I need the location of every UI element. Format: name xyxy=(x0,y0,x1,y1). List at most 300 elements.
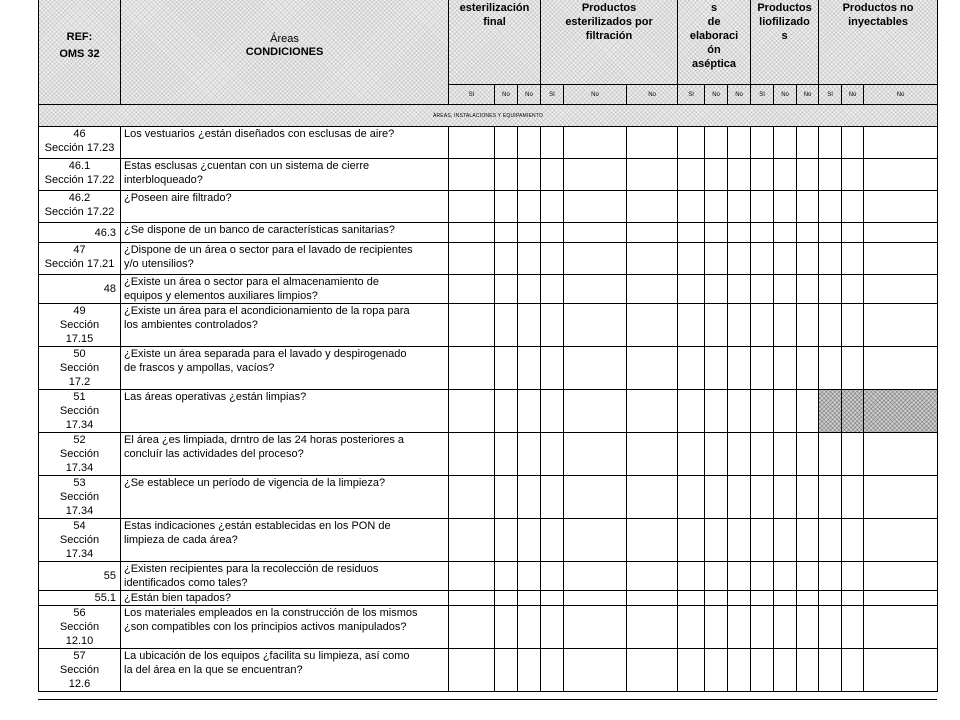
answer-cell[interactable] xyxy=(541,347,564,390)
answer-cell[interactable] xyxy=(797,433,819,476)
answer-cell[interactable] xyxy=(564,304,627,347)
reference-line: Sección xyxy=(59,362,100,374)
answer-cell[interactable] xyxy=(564,390,627,433)
question-line: Estas esclusas ¿cuentan con un sistema de cierre xyxy=(124,160,370,172)
answer-cell[interactable] xyxy=(518,127,541,159)
question-line: ¿son compatibles con los principios activos manipulados? xyxy=(124,621,407,633)
table-row xyxy=(39,275,938,304)
answer-cell[interactable] xyxy=(627,275,678,304)
conditions-label: CONDICIONES xyxy=(245,45,324,58)
answer-cell[interactable] xyxy=(751,191,774,223)
answer-cell[interactable] xyxy=(774,304,797,347)
answer-cell[interactable] xyxy=(449,127,495,159)
answer-cell[interactable] xyxy=(564,159,627,191)
answer-cell[interactable] xyxy=(541,127,564,159)
answer-cell[interactable] xyxy=(541,304,564,347)
answer-cell[interactable] xyxy=(728,223,751,243)
answer-cell[interactable] xyxy=(705,159,728,191)
question-line: ¿Poseen aire filtrado? xyxy=(124,192,232,204)
answer-cell[interactable] xyxy=(751,159,774,191)
answer-cell[interactable] xyxy=(449,223,495,243)
row-reference xyxy=(39,223,121,243)
answer-cell[interactable] xyxy=(449,476,495,519)
answer-cell[interactable] xyxy=(819,649,842,692)
answer-cell[interactable] xyxy=(541,275,564,304)
answer-cell[interactable] xyxy=(627,347,678,390)
answer-cell[interactable] xyxy=(797,649,819,692)
answer-cell[interactable] xyxy=(819,519,842,562)
table-row xyxy=(39,649,938,692)
answer-cell[interactable] xyxy=(842,159,864,191)
answer-cell[interactable] xyxy=(705,649,728,692)
answer-cell[interactable] xyxy=(751,433,774,476)
section-title: ÁREAS, INSTALACIONES Y EQUIPAMIENTO xyxy=(39,105,938,127)
row-question xyxy=(121,127,449,159)
answer-cell[interactable] xyxy=(495,243,518,275)
row-reference xyxy=(39,390,121,433)
answer-cell[interactable] xyxy=(728,159,751,191)
answer-cell[interactable] xyxy=(678,304,705,347)
answer-cell[interactable] xyxy=(678,275,705,304)
answer-cell[interactable] xyxy=(678,347,705,390)
answer-cell[interactable] xyxy=(449,347,495,390)
answer-cell[interactable] xyxy=(627,243,678,275)
option-label: No xyxy=(705,85,728,105)
answer-cell[interactable] xyxy=(728,347,751,390)
answer-cell[interactable] xyxy=(678,390,705,433)
answer-cell[interactable] xyxy=(564,606,627,649)
answer-cell[interactable] xyxy=(797,476,819,519)
question-line: ¿Existen recipientes para la recolección de residuos xyxy=(124,563,379,575)
answer-cell[interactable] xyxy=(705,347,728,390)
reference-line: Sección 17.22 xyxy=(44,206,115,218)
areas-header xyxy=(121,0,449,105)
question-line: Los vestuarios ¿están diseñados con esclusas de aire? xyxy=(124,128,395,140)
answer-cell[interactable] xyxy=(449,304,495,347)
answer-cell[interactable] xyxy=(797,591,819,606)
answer-cell[interactable] xyxy=(627,433,678,476)
answer-cell[interactable] xyxy=(495,433,518,476)
answer-cell[interactable] xyxy=(678,562,705,591)
answer-cell[interactable] xyxy=(518,606,541,649)
answer-cell[interactable] xyxy=(705,223,728,243)
answer-cell[interactable] xyxy=(728,591,751,606)
answer-cell[interactable] xyxy=(864,390,938,433)
answer-cell[interactable] xyxy=(728,191,751,223)
answer-cell[interactable] xyxy=(819,223,842,243)
answer-cell[interactable] xyxy=(842,243,864,275)
answer-cell[interactable] xyxy=(797,127,819,159)
answer-cell[interactable] xyxy=(819,562,842,591)
answer-cell[interactable] xyxy=(518,476,541,519)
answer-cell[interactable] xyxy=(449,649,495,692)
answer-cell[interactable] xyxy=(495,159,518,191)
answer-cell[interactable] xyxy=(819,127,842,159)
answer-cell[interactable] xyxy=(518,223,541,243)
answer-cell[interactable] xyxy=(678,519,705,562)
answer-cell[interactable] xyxy=(864,223,938,243)
answer-cell[interactable] xyxy=(842,191,864,223)
answer-cell[interactable] xyxy=(564,649,627,692)
answer-cell[interactable] xyxy=(797,191,819,223)
answer-cell[interactable] xyxy=(541,223,564,243)
question-line: equipos y elementos auxiliares limpios? xyxy=(124,290,318,302)
answer-cell[interactable] xyxy=(819,159,842,191)
reference-line: 12.10 xyxy=(65,635,94,647)
answer-cell[interactable] xyxy=(774,243,797,275)
answer-cell[interactable] xyxy=(541,243,564,275)
answer-cell[interactable] xyxy=(678,433,705,476)
answer-cell[interactable] xyxy=(842,275,864,304)
answer-cell[interactable] xyxy=(541,390,564,433)
answer-cell[interactable] xyxy=(495,519,518,562)
answer-cell[interactable] xyxy=(564,519,627,562)
answer-cell[interactable] xyxy=(842,304,864,347)
answer-cell[interactable] xyxy=(564,223,627,243)
table-row xyxy=(39,159,938,191)
answer-cell[interactable] xyxy=(774,649,797,692)
answer-cell[interactable] xyxy=(495,347,518,390)
answer-cell[interactable] xyxy=(819,275,842,304)
answer-cell[interactable] xyxy=(819,347,842,390)
answer-cell[interactable] xyxy=(449,519,495,562)
table-row xyxy=(39,606,938,649)
answer-cell[interactable] xyxy=(495,606,518,649)
answer-cell[interactable] xyxy=(678,127,705,159)
answer-cell[interactable] xyxy=(518,519,541,562)
answer-cell[interactable] xyxy=(751,304,774,347)
answer-cell[interactable] xyxy=(627,649,678,692)
answer-cell[interactable] xyxy=(518,562,541,591)
row-question xyxy=(121,243,449,275)
answer-cell[interactable] xyxy=(518,243,541,275)
answer-cell[interactable] xyxy=(564,243,627,275)
reference-line: 55.1 xyxy=(94,592,116,604)
reference-line: 52 xyxy=(73,434,86,446)
answer-cell[interactable] xyxy=(495,223,518,243)
answer-cell[interactable] xyxy=(518,275,541,304)
row-reference xyxy=(39,275,121,304)
answer-cell[interactable] xyxy=(864,243,938,275)
answer-cell[interactable] xyxy=(774,191,797,223)
answer-cell[interactable] xyxy=(518,433,541,476)
answer-cell[interactable] xyxy=(751,606,774,649)
answer-cell[interactable] xyxy=(797,606,819,649)
answer-cell[interactable] xyxy=(728,519,751,562)
answer-cell[interactable] xyxy=(678,159,705,191)
answer-cell[interactable] xyxy=(864,127,938,159)
answer-cell[interactable] xyxy=(774,562,797,591)
answer-cell[interactable] xyxy=(627,159,678,191)
answer-cell[interactable] xyxy=(627,562,678,591)
answer-cell[interactable] xyxy=(541,519,564,562)
answer-cell[interactable] xyxy=(495,476,518,519)
answer-cell[interactable] xyxy=(797,519,819,562)
answer-cell[interactable] xyxy=(842,649,864,692)
option-label: No xyxy=(518,85,541,105)
answer-cell[interactable] xyxy=(864,562,938,591)
question-line: los ambientes controlados? xyxy=(124,319,258,331)
answer-cell[interactable] xyxy=(518,347,541,390)
answer-cell[interactable] xyxy=(819,191,842,223)
answer-cell[interactable] xyxy=(751,275,774,304)
answer-cell[interactable] xyxy=(541,591,564,606)
answer-cell[interactable] xyxy=(751,243,774,275)
answer-cell[interactable] xyxy=(705,275,728,304)
answer-cell[interactable] xyxy=(797,243,819,275)
answer-cell[interactable] xyxy=(864,649,938,692)
answer-cell[interactable] xyxy=(751,347,774,390)
reference-line: 48 xyxy=(103,283,116,295)
answer-cell[interactable] xyxy=(842,223,864,243)
answer-cell[interactable] xyxy=(842,606,864,649)
reference-line: Sección xyxy=(59,448,100,460)
answer-cell[interactable] xyxy=(541,562,564,591)
answer-cell[interactable] xyxy=(627,390,678,433)
answer-cell[interactable] xyxy=(541,606,564,649)
answer-cell[interactable] xyxy=(627,476,678,519)
answer-cell[interactable] xyxy=(705,476,728,519)
answer-cell[interactable] xyxy=(518,390,541,433)
question-line: identificados como tales? xyxy=(124,577,248,589)
answer-cell[interactable] xyxy=(864,275,938,304)
option-label: No xyxy=(842,85,864,105)
answer-cell[interactable] xyxy=(797,347,819,390)
answer-cell[interactable] xyxy=(728,127,751,159)
answer-cell[interactable] xyxy=(819,304,842,347)
answer-cell[interactable] xyxy=(751,562,774,591)
answer-cell[interactable] xyxy=(751,649,774,692)
row-reference xyxy=(39,606,121,649)
answer-cell[interactable] xyxy=(774,433,797,476)
answer-cell[interactable] xyxy=(819,243,842,275)
answer-cell[interactable] xyxy=(518,191,541,223)
answer-cell[interactable] xyxy=(495,649,518,692)
answer-cell[interactable] xyxy=(819,606,842,649)
answer-cell[interactable] xyxy=(864,304,938,347)
answer-cell[interactable] xyxy=(449,433,495,476)
answer-cell[interactable] xyxy=(842,127,864,159)
ref-code: OMS 32 xyxy=(59,47,100,60)
row-question xyxy=(121,591,449,606)
answer-cell[interactable] xyxy=(797,275,819,304)
answer-cell[interactable] xyxy=(774,519,797,562)
answer-cell[interactable] xyxy=(518,591,541,606)
answer-cell[interactable] xyxy=(564,476,627,519)
answer-cell[interactable] xyxy=(495,562,518,591)
row-reference xyxy=(39,519,121,562)
answer-cell[interactable] xyxy=(627,223,678,243)
answer-cell[interactable] xyxy=(564,433,627,476)
answer-cell[interactable] xyxy=(774,275,797,304)
answer-cell[interactable] xyxy=(728,649,751,692)
answer-cell[interactable] xyxy=(627,591,678,606)
answer-cell[interactable] xyxy=(678,606,705,649)
answer-cell[interactable] xyxy=(864,519,938,562)
answer-cell[interactable] xyxy=(774,390,797,433)
answer-cell[interactable] xyxy=(819,591,842,606)
answer-cell[interactable] xyxy=(751,476,774,519)
table-row xyxy=(39,519,938,562)
answer-cell[interactable] xyxy=(705,433,728,476)
row-reference xyxy=(39,304,121,347)
table-row xyxy=(39,304,938,347)
answer-cell[interactable] xyxy=(495,591,518,606)
row-question xyxy=(121,433,449,476)
answer-cell[interactable] xyxy=(751,519,774,562)
option-label: SI xyxy=(449,85,495,105)
answer-cell[interactable] xyxy=(774,159,797,191)
row-reference xyxy=(39,191,121,223)
answer-cell[interactable] xyxy=(842,433,864,476)
table-row xyxy=(39,127,938,159)
ref-label: REF: xyxy=(66,30,93,43)
answer-cell[interactable] xyxy=(751,390,774,433)
answer-cell[interactable] xyxy=(819,390,842,433)
answer-cell[interactable] xyxy=(627,606,678,649)
reference-line: 55 xyxy=(103,570,116,582)
answer-cell[interactable] xyxy=(541,159,564,191)
answer-cell[interactable] xyxy=(449,562,495,591)
answer-cell[interactable] xyxy=(705,562,728,591)
question-line: limpieza de cada área? xyxy=(124,534,238,546)
answer-cell[interactable] xyxy=(864,347,938,390)
answer-cell[interactable] xyxy=(864,433,938,476)
answer-cell[interactable] xyxy=(705,304,728,347)
answer-cell[interactable] xyxy=(797,304,819,347)
reference-line: 17.15 xyxy=(65,333,94,345)
answer-cell[interactable] xyxy=(705,519,728,562)
answer-cell[interactable] xyxy=(564,275,627,304)
answer-cell[interactable] xyxy=(705,191,728,223)
answer-cell[interactable] xyxy=(819,433,842,476)
answer-cell[interactable] xyxy=(627,127,678,159)
option-label: SI xyxy=(541,85,564,105)
answer-cell[interactable] xyxy=(564,347,627,390)
reference-line: Sección xyxy=(59,405,100,417)
question-line: ¿Están bien tapados? xyxy=(124,592,232,604)
answer-cell[interactable] xyxy=(774,606,797,649)
reference-line: 17.34 xyxy=(65,548,94,560)
answer-cell[interactable] xyxy=(541,191,564,223)
answer-cell[interactable] xyxy=(728,562,751,591)
answer-cell[interactable] xyxy=(495,390,518,433)
answer-cell[interactable] xyxy=(797,390,819,433)
answer-cell[interactable] xyxy=(728,243,751,275)
answer-cell[interactable] xyxy=(864,591,938,606)
answer-cell[interactable] xyxy=(564,591,627,606)
answer-cell[interactable] xyxy=(449,390,495,433)
answer-cell[interactable] xyxy=(797,223,819,243)
answer-cell[interactable] xyxy=(541,649,564,692)
answer-cell[interactable] xyxy=(751,223,774,243)
answer-cell[interactable] xyxy=(449,243,495,275)
answer-cell[interactable] xyxy=(449,591,495,606)
col-header-esterilizados-filtracion: Productos esterilizados por filtración xyxy=(541,0,678,85)
answer-cell[interactable] xyxy=(774,591,797,606)
answer-cell[interactable] xyxy=(449,191,495,223)
answer-cell[interactable] xyxy=(627,191,678,223)
answer-cell[interactable] xyxy=(449,159,495,191)
answer-cell[interactable] xyxy=(864,606,938,649)
answer-cell[interactable] xyxy=(842,390,864,433)
answer-cell[interactable] xyxy=(495,304,518,347)
answer-cell[interactable] xyxy=(842,562,864,591)
answer-cell[interactable] xyxy=(705,127,728,159)
answer-cell[interactable] xyxy=(678,476,705,519)
answer-cell[interactable] xyxy=(495,191,518,223)
answer-cell[interactable] xyxy=(842,347,864,390)
answer-cell[interactable] xyxy=(797,159,819,191)
answer-cell[interactable] xyxy=(864,476,938,519)
answer-cell[interactable] xyxy=(751,591,774,606)
reference-line: 46 xyxy=(73,128,86,140)
answer-cell[interactable] xyxy=(495,275,518,304)
row-reference xyxy=(39,591,121,606)
answer-cell[interactable] xyxy=(449,275,495,304)
answer-cell[interactable] xyxy=(728,433,751,476)
option-label: SI xyxy=(678,85,705,105)
answer-cell[interactable] xyxy=(819,476,842,519)
answer-cell[interactable] xyxy=(728,476,751,519)
answer-cell[interactable] xyxy=(728,304,751,347)
reference-line: 17.34 xyxy=(65,419,94,431)
answer-cell[interactable] xyxy=(518,304,541,347)
answer-cell[interactable] xyxy=(864,191,938,223)
answer-cell[interactable] xyxy=(842,476,864,519)
answer-cell[interactable] xyxy=(518,159,541,191)
answer-cell[interactable] xyxy=(705,591,728,606)
answer-cell[interactable] xyxy=(797,562,819,591)
answer-cell[interactable] xyxy=(842,591,864,606)
col-header-esterilizacion-final: esterilización final xyxy=(449,0,541,85)
answer-cell[interactable] xyxy=(751,127,774,159)
answer-cell[interactable] xyxy=(864,159,938,191)
answer-cell[interactable] xyxy=(678,649,705,692)
answer-cell[interactable] xyxy=(728,390,751,433)
answer-cell[interactable] xyxy=(678,223,705,243)
answer-cell[interactable] xyxy=(564,127,627,159)
answer-cell[interactable] xyxy=(705,243,728,275)
question-line: Estas indicaciones ¿están establecidas en los PON de xyxy=(124,520,391,532)
answer-cell[interactable] xyxy=(541,476,564,519)
answer-cell[interactable] xyxy=(705,606,728,649)
answer-cell[interactable] xyxy=(518,649,541,692)
answer-cell[interactable] xyxy=(678,191,705,223)
answer-cell[interactable] xyxy=(774,127,797,159)
answer-cell[interactable] xyxy=(627,519,678,562)
reference-line: 51 xyxy=(73,391,86,403)
answer-cell[interactable] xyxy=(678,243,705,275)
answer-cell[interactable] xyxy=(495,127,518,159)
question-line: ¿Se establece un período de vigencia de la limpieza? xyxy=(124,477,386,489)
answer-cell[interactable] xyxy=(774,223,797,243)
answer-cell[interactable] xyxy=(728,275,751,304)
answer-cell[interactable] xyxy=(541,433,564,476)
answer-cell[interactable] xyxy=(842,519,864,562)
answer-cell[interactable] xyxy=(774,476,797,519)
reference-line: Sección xyxy=(59,664,100,676)
answer-cell[interactable] xyxy=(728,606,751,649)
answer-cell[interactable] xyxy=(678,591,705,606)
table-row xyxy=(39,591,938,606)
answer-cell[interactable] xyxy=(627,304,678,347)
answer-cell[interactable] xyxy=(449,606,495,649)
answer-cell[interactable] xyxy=(774,347,797,390)
answer-cell[interactable] xyxy=(564,191,627,223)
answer-cell[interactable] xyxy=(705,390,728,433)
answer-cell[interactable] xyxy=(564,562,627,591)
